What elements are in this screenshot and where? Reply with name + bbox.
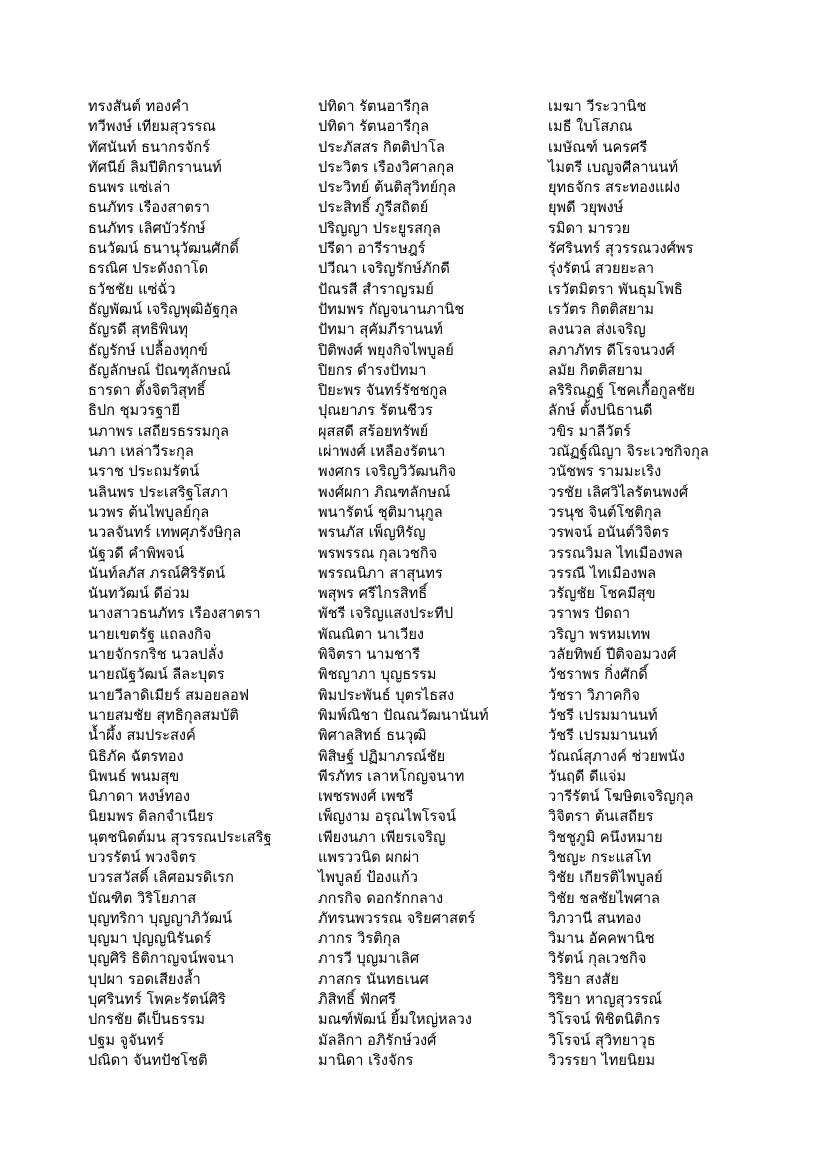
list-item: ปทิดา รัตนอารีกุล: [318, 98, 430, 115]
list-item: บวรสวัสดิ์ เลิศอมรดิเรก: [88, 869, 234, 887]
list-item: วิริยา หาญสุวรรณ์: [548, 991, 662, 1009]
list-item: ประวิทย์ ต้นติสุวิทย์กุล: [318, 179, 456, 197]
list-item: วนัชพร รามมะเริง: [548, 463, 662, 481]
list-item: วัณณ์สุภางค์ ช่วยพนัง: [548, 747, 685, 765]
list-item: เผ่าพงศ์ เหลืองรัตนา: [318, 443, 446, 461]
list-item: ประวิตร เรืองวิศาลกุล: [318, 158, 455, 176]
list-item: ภากร วิรติกุล: [318, 930, 401, 948]
list-item: ภัทรนพวรรณ จริยศาสตร์: [318, 909, 476, 927]
list-item: ธนพร แซ่เล่า: [88, 179, 171, 197]
list-item: รุ่งรัตน์ สวยยะลา: [548, 260, 655, 278]
list-item: พรนภัส เพ็ญหิรัญ: [318, 524, 426, 542]
list-item: วิชัย ชลชัยไพศาล: [548, 889, 660, 907]
list-item: เมษัณฑ์ นครศรี: [548, 138, 648, 156]
list-item: พงศกร เจริญวิวัฒนกิจ: [318, 463, 457, 481]
list-item: วิรัตน์ กุลเวชกิจ: [548, 950, 647, 968]
list-item: วิโรจน์ สุวิทยาวุธ: [548, 1031, 656, 1049]
list-item: ธารดา ตั้งจิตวิสุทธิ์: [88, 382, 206, 400]
list-item: วิชญะ กระแสโท: [548, 848, 652, 866]
list-item: ปรีดา อารีราษฎร์: [318, 240, 426, 258]
list-item: ทัศนันท์ ธนากรจักร์: [88, 138, 211, 156]
list-item: วรชัย เลิศวิไลรัตนพงศ์: [548, 483, 689, 501]
list-item: วรนุช จินต์โชติกุล: [548, 503, 662, 521]
list-item: วัชรี เปรมมานนท์: [548, 706, 658, 724]
list-item: ประภัสสร กิตติปาโล: [318, 138, 445, 156]
list-item: นันทวัฒน์ ดีอ่วม: [88, 585, 190, 603]
list-item: บุปผา รอดเสียงล้ำ: [88, 970, 201, 988]
list-item: ธนวัฒน์ ธนานุวัฒนศักดิ์: [88, 240, 239, 258]
list-item: วิชชูภูมิ คนึงหมาย: [548, 828, 663, 846]
list-item: ผุสสดี สร้อยทรัพย์: [318, 422, 429, 440]
list-item: รัศรินทร์ สุวรรณวงศ์พร: [548, 240, 694, 258]
list-item: เรวัตร กิตติสยาม: [548, 300, 655, 318]
list-item: นิภาดา หงษ์ทอง: [88, 788, 190, 806]
list-item: บุญมา ปุญญนิรันดร์: [88, 930, 212, 948]
list-item: ทัศนีย์ ลิมปีติกรานนท์: [88, 158, 222, 176]
list-item: ธัญรดี สุทธิพินทุ: [88, 321, 188, 339]
list-item: ธัญลักษณ์ ปัณฑุลักษณ์: [88, 361, 231, 379]
list-item: นิยมพร ดิลกจำเนียร: [88, 808, 214, 826]
list-item: นลินพร ประเสริฐโสภา: [88, 483, 229, 501]
list-item: มัลลิกา อภิรักษ์วงศ์: [318, 1031, 437, 1049]
list-item: วัชราพร กิ่งศักดิ์: [548, 666, 648, 684]
list-item: ภารวี บุญมาเลิศ: [318, 950, 420, 968]
list-item: พสุพร ศรีไกรสิทธิ์: [318, 585, 428, 603]
list-item: ลงนวล ส่งเจริญ: [548, 321, 646, 339]
list-item: นุตชนิดต์มน สุวรรณประเสริฐ: [88, 828, 272, 846]
list-item: ธิปก ชุมวรฐายี: [88, 402, 181, 420]
list-item: ภิสิทธิ์ ฟักศรี: [318, 991, 396, 1009]
list-item: พิจิตรา นามชารี: [318, 646, 421, 664]
list-item: เพ็ญงาม อรุณไพโรจน์: [318, 808, 456, 826]
list-item: บุศรินทร์ โพคะรัตน์ศิริ: [88, 991, 226, 1009]
list-item: ปริญญา ประยูรสกุล: [318, 219, 441, 237]
list-item: พิศาลสิทธ์ ธนวุฒิ: [318, 727, 427, 745]
list-item: วัชรี เปรมมานนท์: [548, 727, 658, 745]
list-item: เรวัตมิตรา พันธุมโพธิ: [548, 280, 683, 298]
list-item: ธนภัทร เลิศบัวรักษ์: [88, 219, 206, 237]
list-item: ปณิดา จันทปัชโชติ: [88, 1051, 208, 1069]
list-item: วราพร ปัดถา: [548, 605, 631, 623]
list-item: ปัณรสี สำราญรมย์: [318, 280, 434, 298]
list-item: แพรววนิด ผกผ่า: [318, 848, 420, 866]
list-item: วิภวานี สนทอง: [548, 909, 642, 927]
list-item: นวลจันทร์ เทพศุภรังษิกุล: [88, 524, 242, 542]
list-item: บัณฑิต วิริโยภาส: [88, 889, 197, 907]
list-item: วริญา พรหมเทพ: [548, 625, 651, 643]
list-item: ยุทธจักร สระทองแฝง: [548, 179, 681, 197]
list-item: บุญทริกา บุญญาภิวัฒน์: [88, 909, 233, 927]
list-item: ธัญรักษ์ เปลื้องทุกข์: [88, 341, 208, 359]
list-item: ทรงสันต์ ทองคำ: [88, 98, 190, 115]
list-item: วณัฏฐ์ณิญา จิระเวชกิจกุล: [548, 443, 709, 461]
list-item: พัณณิตา นาเวียง: [318, 625, 425, 643]
list-item: ลมัย กิตติสยาม: [548, 361, 643, 379]
list-item: ปทิดา รัตนอารีกุล: [318, 118, 430, 136]
list-item: พีรภัทร เลาหโกญจนาท: [318, 767, 465, 785]
list-item: วิริยา สงสัย: [548, 970, 619, 988]
list-item: นายจักรกริช นวลปลั่ง: [88, 646, 224, 664]
list-item: พัชรี เจริญแสงประทีป: [318, 605, 454, 623]
list-item: ไมตรี เบญจศีลานนท์: [548, 158, 679, 176]
list-item: ประสิทธิ์ ภูรีสถิตย์: [318, 199, 429, 217]
list-item: ภาสกร นันทธเนศ: [318, 970, 429, 988]
list-item: เมธี ใบโสภณ: [548, 118, 633, 136]
list-item: ปิติพงศ์ พยุงกิจไพบูลย์: [318, 341, 454, 359]
list-item: ยุพดี วยุพงษ์: [548, 199, 624, 217]
list-item: วรัญชัย โชคมีสุข: [548, 585, 656, 603]
name-column-3: [548, 97, 808, 1071]
name-column-2: [318, 97, 548, 1071]
list-item: พิมพ์ณิชา ปัณณวัฒนานันท์: [318, 706, 489, 724]
list-item: วารีรัตน์ โฆษิตเจริญกุล: [548, 788, 694, 806]
list-item: พรพรรณ กุลเวชกิจ: [318, 544, 438, 562]
list-item: ปวีณา เจริญรักษ์ภักดี: [318, 260, 450, 278]
list-item: บุญศิริ ธิติกาญจน์พจนา: [88, 950, 235, 968]
list-item: ปฐม จูจันทร์: [88, 1031, 165, 1049]
list-item: ปัทมา สุคัมภีรานนท์: [318, 321, 443, 339]
list-item: ปกรชัย ดีเป็นธรรม: [88, 1011, 205, 1029]
list-item: เพียงนภา เพียรเจริญ: [318, 828, 446, 846]
list-item: ปิยกร ดำรงปัทมา: [318, 361, 427, 379]
list-item: นายณัฐวัฒน์ ลีละบุตร: [88, 666, 225, 684]
list-item: วัชรา วิภาคกิจ: [548, 686, 640, 704]
list-item: ปุณยาภร รัตนชีวร: [318, 402, 433, 420]
list-item: พงศ์ผกา ภิณฑลักษณ์: [318, 483, 451, 501]
list-item: ลริริณฏฐ์ โชคเกื้อกูลชัย: [548, 382, 695, 400]
list-item: ลักษ์ ตั้งปนิธานดี: [548, 402, 653, 420]
list-item: ธวัชชัย แซ่ฉั่ว: [88, 280, 176, 298]
list-item: ทวีพงษ์ เทียมสุวรรณ: [88, 118, 216, 136]
name-columns-container: [88, 97, 808, 1071]
list-item: พรรณนิภา สาสุนทร: [318, 564, 443, 582]
list-item: นวพร ต้นไพบูลย์กุล: [88, 503, 210, 521]
list-item: วรพจน์ อนันต์วิจิตร: [548, 524, 670, 542]
list-item: วรรณี ไทเมืองพล: [548, 564, 657, 582]
list-item: วลัยทิพย์ ปีติจอมวงศ์: [548, 646, 677, 664]
list-item: วรรณวิมล ไทเมืองพล: [548, 544, 683, 562]
list-item: ธัญพัฒน์ เจริญพุฒิอัฐกุล: [88, 300, 238, 318]
list-item: วิวรรยา ไทยนิยม: [548, 1051, 656, 1069]
list-item: พนารัตน์ ชุติมานุกูล: [318, 503, 443, 521]
list-item: ปิยะพร จันทร์รัชชกูล: [318, 382, 448, 400]
list-item: นิธิภัค ฉัตรทอง: [88, 747, 184, 765]
list-item: วขิร มาลีวัตร์: [548, 422, 631, 440]
list-item: นิพนธ์ พนมสุข: [88, 767, 180, 785]
list-item: นางสาวธนภัทร เรืองสาตรา: [88, 605, 261, 623]
list-item: ไพบูลย์ ป้องแก้ว: [318, 869, 418, 887]
list-item: พิสิษฐ์ ปฏิมาภรณ์ชัย: [318, 747, 446, 765]
list-item: นายสมชัย สุทธิกุลสมบัติ: [88, 706, 239, 724]
list-item: ปัทมพร กัญจนานภานิช: [318, 300, 465, 318]
list-item: พิชญาภา บุญธรรม: [318, 666, 437, 684]
list-item: เพชรพงศ์ เพชรี: [318, 788, 414, 806]
list-item: พิมประพันธ์ บุตรไธสง: [318, 686, 455, 704]
list-item: วิมาน อัคคพานิช: [548, 930, 655, 948]
list-item: นายเขตรัฐ แถลงกิจ: [88, 625, 212, 643]
list-item: มณฑ์พัฒน์ ยิ้มใหญ่หลวง: [318, 1011, 472, 1029]
list-item: วิชัย เกียรติไพบูลย์: [548, 869, 663, 887]
list-item: ธนภัทร เรืองสาตรา: [88, 199, 210, 217]
name-column-1: [88, 97, 318, 1071]
list-item: นัฐวดี คำพิพจน์: [88, 544, 185, 562]
list-item: ธรณิศ ประดังถาโด: [88, 260, 209, 278]
list-item: ลภาภัทร ดีโรจนวงศ์: [548, 341, 675, 359]
list-item: ภกรกิจ ดอกรักกลาง: [318, 889, 444, 907]
list-item: นันท์ลภัส ภรณ์ศิริรัตน์: [88, 564, 226, 582]
list-item: วันฤดี ดีแจ่ม: [548, 767, 627, 785]
list-item: มานิดา เริงจักร: [318, 1051, 414, 1069]
list-item: เมฆา วีระวานิช: [548, 98, 647, 115]
list-item: บวรรัตน์ พวงจิตร: [88, 848, 197, 866]
list-item: นภา เหล่าวีระกุล: [88, 443, 194, 461]
list-item: วิโรจน์ พิชิตนิติกร: [548, 1011, 661, 1029]
list-item: รมิดา มารวย: [548, 219, 631, 237]
list-item: นายวีลาดิเมียร์ สมอยลอฟ: [88, 686, 250, 704]
list-item: นภาพร เสถียรธรรมกุล: [88, 422, 229, 440]
list-item: น้ำผึ้ง สมประสงค์: [88, 727, 196, 745]
list-item: นราช ประถมรัตน์: [88, 463, 200, 481]
list-item: วิจิตรา ต้นเสถียร: [548, 808, 654, 826]
